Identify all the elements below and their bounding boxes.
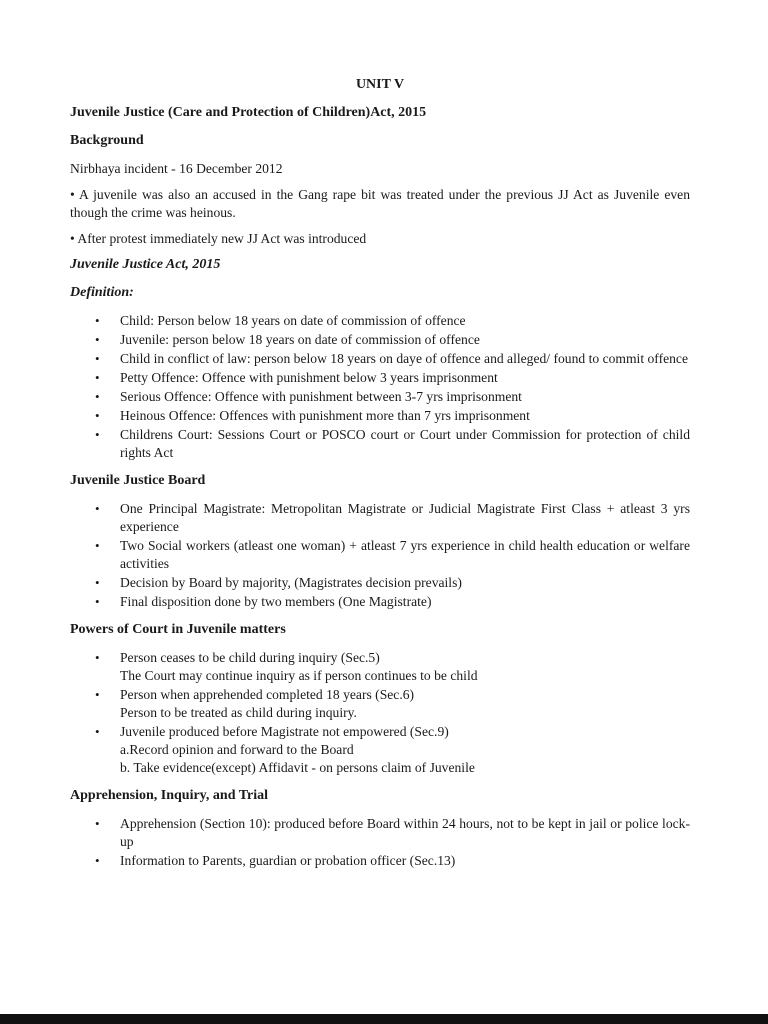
list-item-text: Two Social workers (atleast one woman) + atleast 7 yrs experience in child health education or welfare activities xyxy=(120,538,690,571)
list-item xyxy=(70,537,690,573)
list-item-text: Heinous Offence: Offences with punishment more than 7 yrs imprisonment xyxy=(120,408,530,423)
list-item xyxy=(70,649,690,685)
definition-heading: Definition: xyxy=(70,285,134,300)
list-item xyxy=(70,686,690,722)
background-point: • After protest immediately new JJ Act was introduced xyxy=(70,231,367,246)
bullet-icon: • xyxy=(95,370,100,385)
bullet-icon: • xyxy=(95,501,100,516)
bullet-icon: • xyxy=(95,351,100,366)
list-item-text: Serious Offence: Offence with punishment between 3-7 yrs imprisonment xyxy=(120,389,522,404)
bullet-icon: • xyxy=(95,724,100,739)
bullet-icon: • xyxy=(95,389,100,404)
bullet-icon: • xyxy=(95,538,100,553)
bullet-icon: • xyxy=(95,313,100,328)
list-item-subline: a.Record opinion and forward to the Board xyxy=(120,742,354,757)
background-heading: Background xyxy=(70,133,144,148)
list-item-text: Child in conflict of law: person below 18 years on daye of offence and alleged/ found to commit offence xyxy=(120,351,688,366)
list-item-text: Final disposition done by two members (One Magistrate) xyxy=(120,594,432,609)
bottom-edge-bar xyxy=(0,1014,768,1024)
list-item-text: Decision by Board by majority, (Magistrates decision prevails) xyxy=(120,575,462,590)
powers-heading: Powers of Court in Juvenile matters xyxy=(70,622,286,637)
background-point: • A juvenile was also an accused in the Gang rape bit was treated under the previous JJ Act as Juvenile even though the crime was heinous. xyxy=(70,187,690,220)
list-item-text: Juvenile: person below 18 years on date of commission of offence xyxy=(120,332,480,347)
board-list xyxy=(70,500,690,611)
list-item-text: Juvenile produced before Magistrate not empowered (Sec.9) xyxy=(120,724,449,739)
list-item-text: Apprehension (Section 10): produced before Board within 24 hours, not to be kept in jail or police lock-up xyxy=(120,816,690,849)
list-item xyxy=(70,852,690,870)
list-item-text: Petty Offence: Offence with punishment below 3 years imprisonment xyxy=(120,370,498,385)
bullet-icon: • xyxy=(95,427,100,442)
list-item-text: Child: Person below 18 years on date of commission of offence xyxy=(120,313,466,328)
list-item-text: One Principal Magistrate: Metropolitan Magistrate or Judicial Magistrate First Class + atleast 3 yrs experience xyxy=(120,501,690,534)
bullet-icon: • xyxy=(95,687,100,702)
list-item xyxy=(70,426,690,462)
list-item xyxy=(70,593,690,611)
list-item xyxy=(70,331,690,349)
list-item-subline: Person to be treated as child during inquiry. xyxy=(120,705,357,720)
powers-list xyxy=(70,649,690,777)
bullet-icon: • xyxy=(95,650,100,665)
list-item xyxy=(70,312,690,330)
unit-title: UNIT V xyxy=(355,77,405,92)
bullet-icon: • xyxy=(95,575,100,590)
document-content xyxy=(70,76,690,880)
bullet-icon: • xyxy=(95,816,100,831)
definition-list xyxy=(70,312,690,462)
list-item xyxy=(70,407,690,425)
bullet-icon: • xyxy=(95,408,100,423)
list-item xyxy=(70,388,690,406)
bullet-icon: • xyxy=(95,332,100,347)
act-heading: Juvenile Justice Act, 2015 xyxy=(70,257,221,272)
list-item xyxy=(70,574,690,592)
list-item-subline: b. Take evidence(except) Affidavit - on persons claim of Juvenile xyxy=(120,760,475,775)
list-item xyxy=(70,723,690,777)
apprehension-list xyxy=(70,815,690,870)
apprehension-heading: Apprehension, Inquiry, and Trial xyxy=(70,788,269,803)
list-item xyxy=(70,350,690,368)
list-item-text: Information to Parents, guardian or probation officer (Sec.13) xyxy=(120,853,456,868)
board-heading: Juvenile Justice Board xyxy=(70,473,206,488)
bullet-icon: • xyxy=(95,853,100,868)
list-item-text: Person ceases to be child during inquiry (Sec.5) xyxy=(120,650,380,665)
incident-line: Nirbhaya incident - 16 December 2012 xyxy=(70,161,283,176)
list-item-text: Childrens Court: Sessions Court or POSCO court or Court under Commission for protection of child rights Act xyxy=(120,427,690,460)
list-item xyxy=(70,369,690,387)
list-item xyxy=(70,815,690,851)
list-item-subline: The Court may continue inquiry as if person continues to be child xyxy=(120,668,478,683)
act-title: Juvenile Justice (Care and Protection of Children)Act, 2015 xyxy=(70,105,427,120)
bullet-icon: • xyxy=(95,594,100,609)
list-item-text: Person when apprehended completed 18 years (Sec.6) xyxy=(120,687,415,702)
list-item xyxy=(70,500,690,536)
